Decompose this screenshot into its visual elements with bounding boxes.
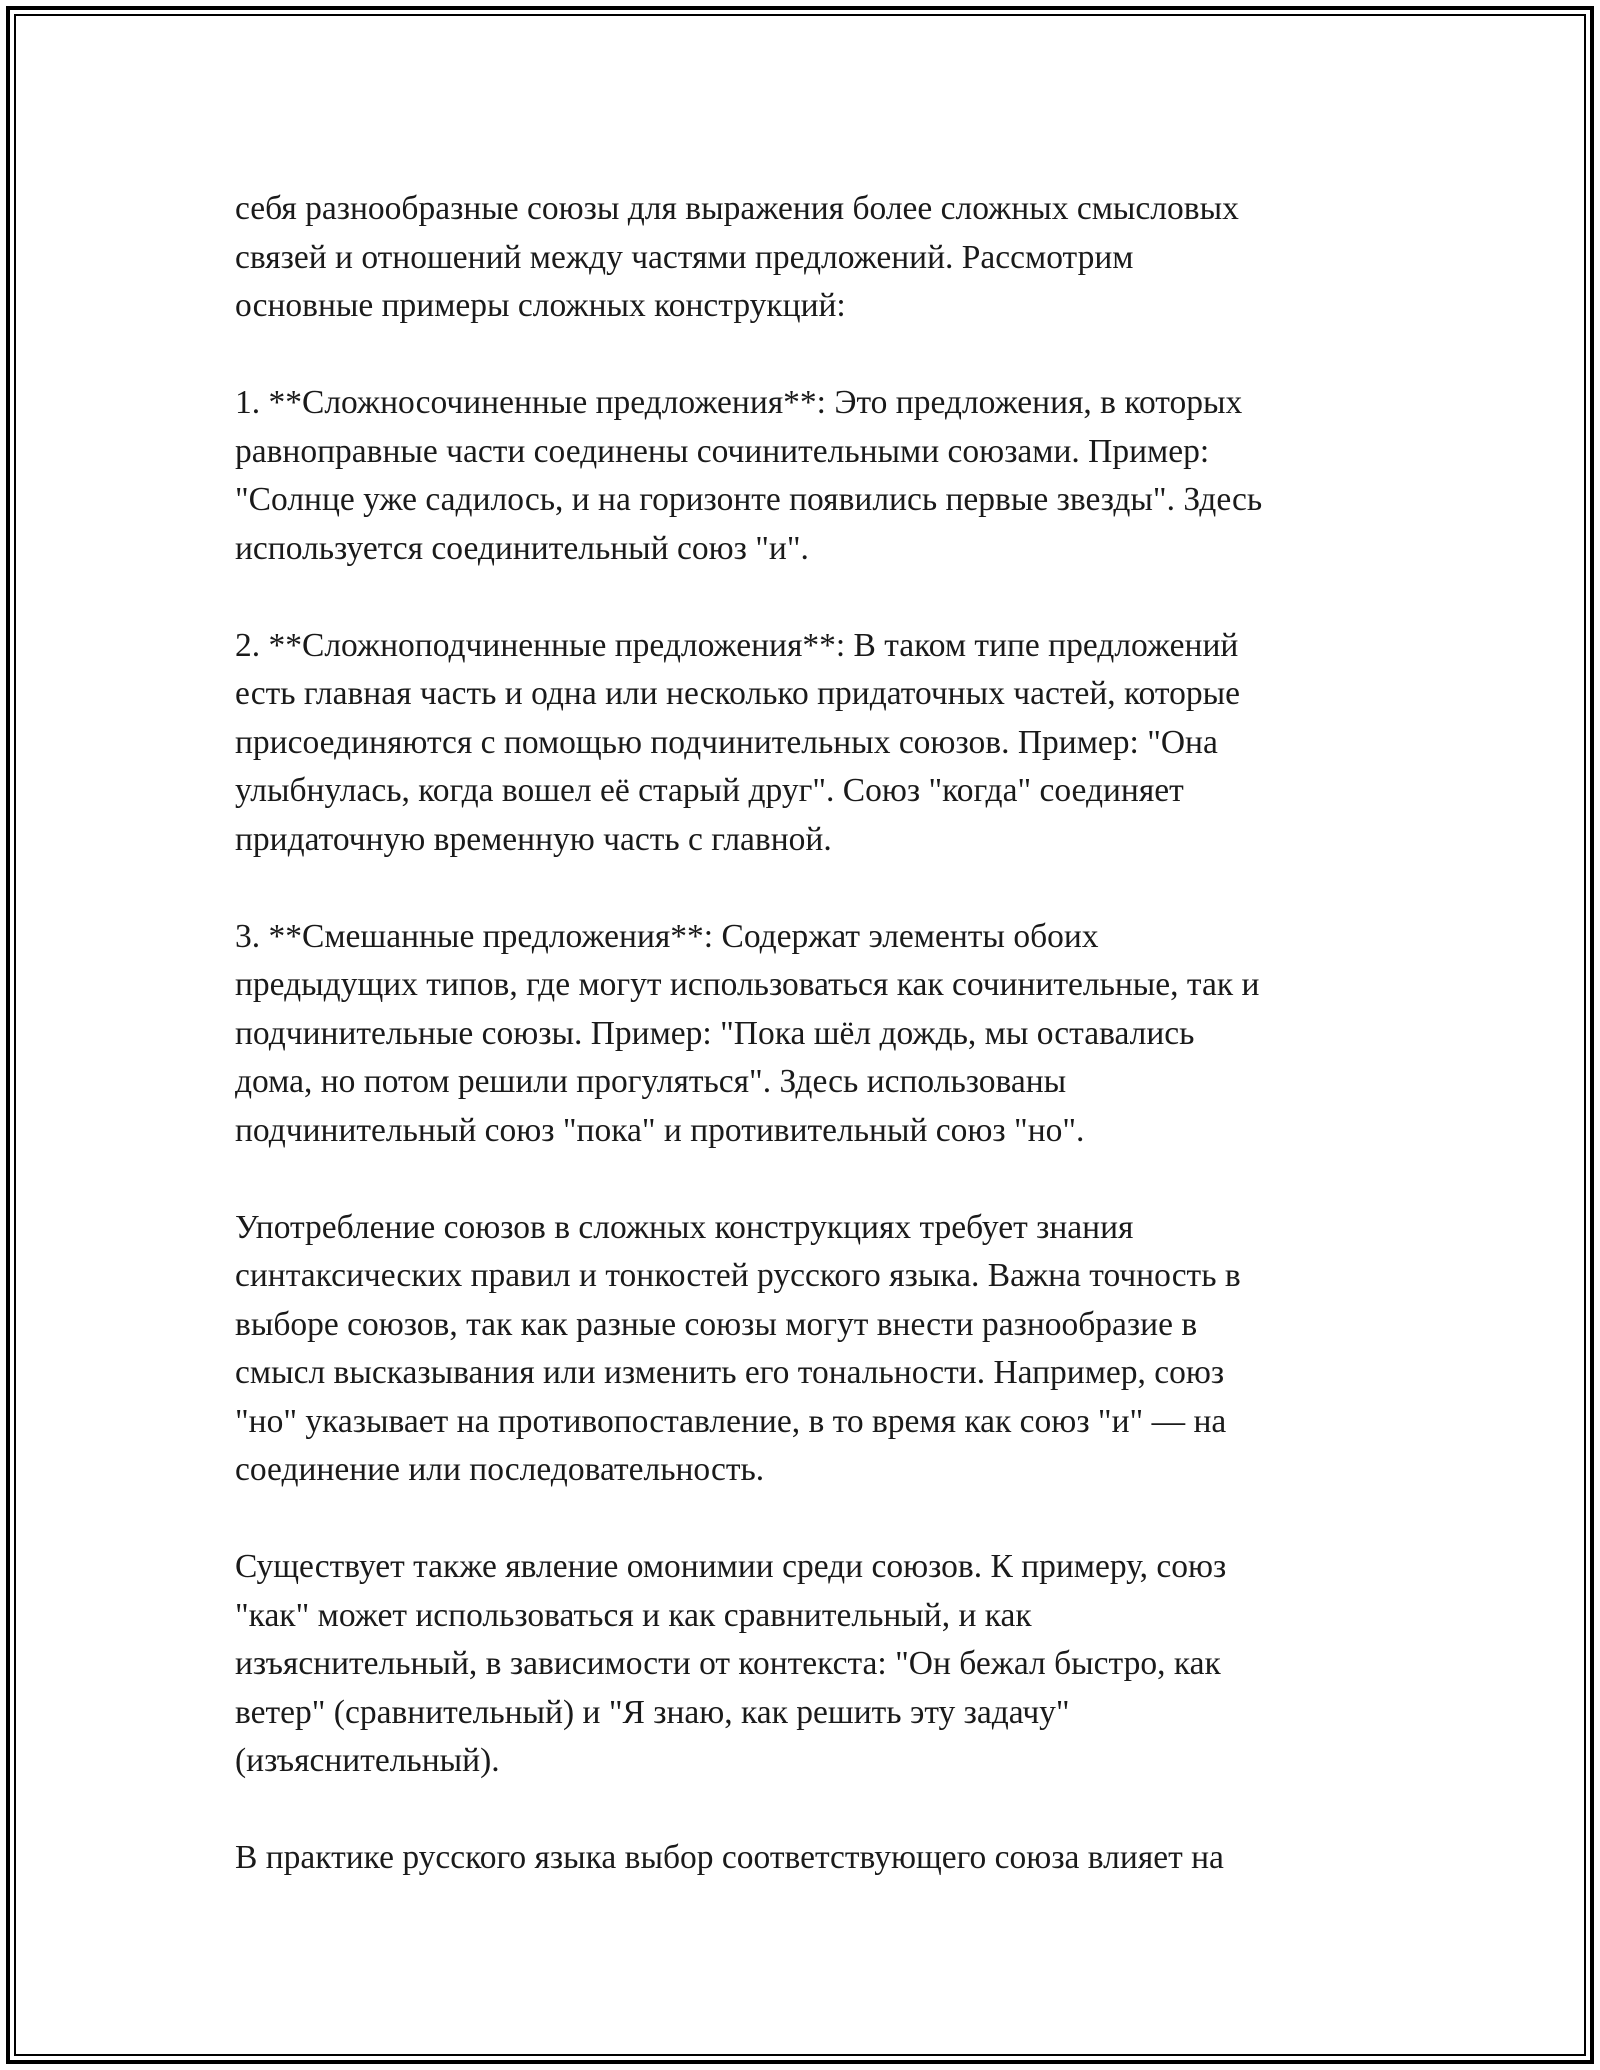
paragraph-complex-sentences: 2. **Сложноподчиненные предложения**: В таком типе предложений есть главная часть и одна или несколько придаточных частей, которые присоединяются с помощью подчинительных союзов. Пример: "Она улыбнулась, когда вошел её старый друг". Союз "когда" соединяет придаточную временную часть с главной.	[235, 626, 1240, 858]
paragraph-mixed-sentences: 3. **Смешанные предложения**: Содержат элементы обоих предыдущих типов, где могут использоваться как сочинительные, так и подчинительные союзы. Пример: "Пока шёл дождь, мы оставались дома, но потом решили прогуляться". Здесь использованы подчинительный союз "пока" и противительный союз "но".	[235, 917, 1260, 1149]
paragraph-practice: В практике русского языка выбор соответствующего союза влияет на	[235, 1839, 1224, 1876]
paragraph-homonymy: Существует также явление омонимии среди союзов. К примеру, союз "как" может использоваться и как сравнительный, и как изъяснительный, в зависимости от контекста: "Он бежал быстро, как ветер" (сравнительный) и "Я знаю, как решить эту задачу" (изъяснительный).	[235, 1548, 1227, 1779]
paragraph-intro: себя разнообразные союзы для выражения более сложных смысловых связей и отношений между частями предложений. Рассмотрим основные примеры сложных конструкций:	[235, 190, 1239, 324]
paragraph-conjunction-usage: Употребление союзов в сложных конструкциях требует знания синтаксических правил и тонкостей русского языка. Важна точность в выборе союзов, так как разные союзы могут внести разнообразие в смысл высказывания или изменить его тональности. Например, союз "но" указывает на противопоставление, в то время как союз "и" — на соединение или последовательность.	[235, 1208, 1241, 1488]
paragraph-compound-sentences: 1. **Сложносочиненные предложения**: Это предложения, в которых равноправные части соединены сочинительными союзами. Пример: "Солнце уже садилось, и на горизонте появились первые звезды". Здесь используется соединительный союз "и".	[235, 384, 1263, 567]
document-body	[235, 185, 1395, 1883]
